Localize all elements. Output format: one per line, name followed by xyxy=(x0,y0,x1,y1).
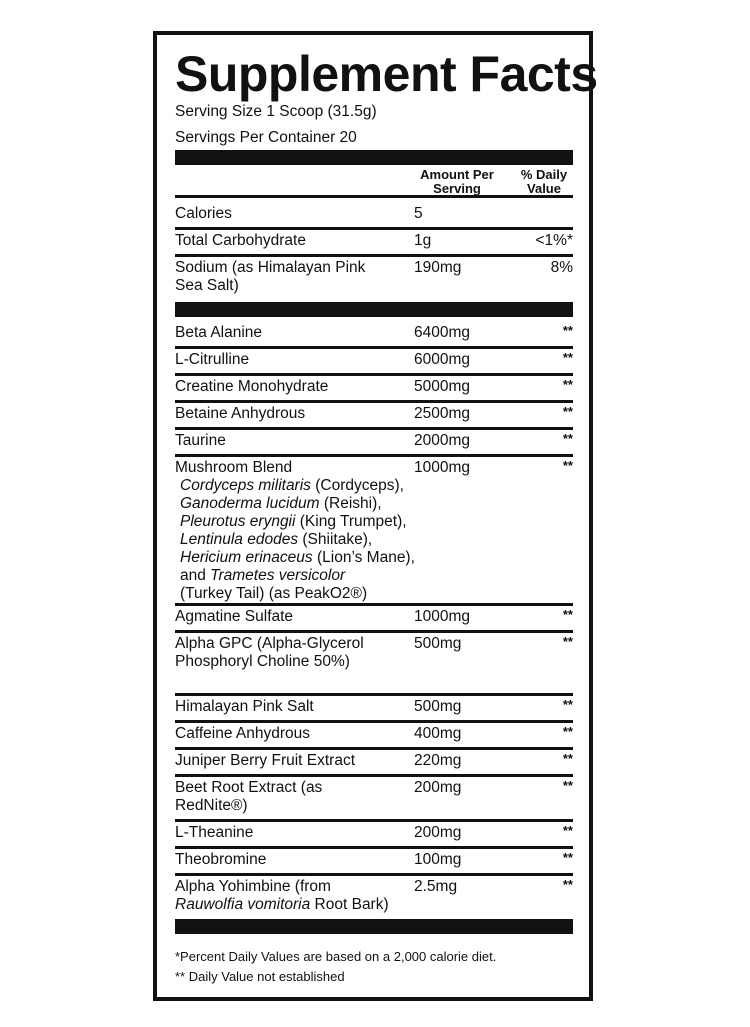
latin-name: Cordyceps militaris xyxy=(180,477,311,494)
ingredient-row xyxy=(175,849,573,876)
ingredient-name: Caffeine Anhydrous xyxy=(175,725,311,742)
ingredient-amount: 220mg xyxy=(414,752,462,769)
ingredient-row xyxy=(175,723,573,750)
ingredient-amount: 100mg xyxy=(414,851,462,868)
ingredient-amount: 6400mg xyxy=(414,324,471,341)
ingredient-dv: ** xyxy=(562,404,573,419)
nutrient-name: Calories xyxy=(175,205,232,222)
ingredient-row xyxy=(175,430,573,457)
latin-name: Hericium erinaceus xyxy=(180,549,313,566)
amount-header-line2: Serving xyxy=(433,181,481,196)
ingredient-dv: ** xyxy=(562,350,573,365)
ingredient-name: Alpha GPC (Alpha-Glycerol Phosphoryl Choline 50%) xyxy=(175,635,364,670)
ingredient-name: Theobromine xyxy=(175,851,267,868)
ingredient-name: Alpha Yohimbine (from xyxy=(175,878,331,895)
ingredient-dv: ** xyxy=(562,377,573,392)
blend-component xyxy=(175,477,475,495)
ingredient-amount: 1000mg xyxy=(414,608,471,625)
common-name: (Lion’s Mane), xyxy=(312,549,415,566)
divider-thick xyxy=(175,302,573,317)
ingredient-row xyxy=(175,876,573,920)
nutrient-amount: 5 xyxy=(414,205,423,222)
common-name: (Cordyceps), xyxy=(310,477,404,494)
common-name: (King Trumpet), xyxy=(295,513,407,530)
nutrient-amount: 1g xyxy=(414,232,432,249)
ingredient-row xyxy=(175,349,573,376)
blend-component xyxy=(175,549,475,567)
ingredient-name: Juniper Berry Fruit Extract xyxy=(175,752,356,769)
ingredient-name: L-Citrulline xyxy=(175,351,250,368)
ingredient-amount: 2000mg xyxy=(414,432,471,449)
divider-thick xyxy=(175,919,573,934)
ingredient-amount: 500mg xyxy=(414,635,462,652)
nutrient-dv: <1%* xyxy=(535,232,573,249)
blend-name-block xyxy=(175,459,475,603)
supplement-facts-panel xyxy=(153,31,598,1001)
ingredient-amount: 2500mg xyxy=(414,405,471,422)
ingredient-row xyxy=(175,750,573,777)
ingredient-row xyxy=(175,376,573,403)
ingredient-amount: 2.5mg xyxy=(414,878,458,895)
ingredient-amount: 500mg xyxy=(414,698,462,715)
ingredient-row xyxy=(175,696,573,723)
serving-size: Serving Size 1 Scoop (31.5g) xyxy=(175,103,377,120)
ingredient-name: Mushroom Blend xyxy=(175,459,293,476)
latin-name: Trametes versicolor xyxy=(210,567,346,584)
footnote-not-established: ** Daily Value not established xyxy=(175,969,345,984)
ingredient-amount: 5000mg xyxy=(414,378,471,395)
ingredient-amount: 1000mg xyxy=(414,459,471,476)
ingredient-name: Creatine Monohydrate xyxy=(175,378,329,395)
panel-title: Supplement Facts xyxy=(175,46,598,102)
blend-component xyxy=(175,513,475,531)
blend-component xyxy=(175,495,475,513)
common-name: (Shiitake), xyxy=(298,531,373,548)
ingredient-amount: 400mg xyxy=(414,725,462,742)
ingredient-dv: ** xyxy=(562,724,573,739)
nutrient-row xyxy=(175,230,573,257)
ingredient-dv: ** xyxy=(562,458,573,473)
nutrient-row xyxy=(175,203,573,230)
ingredient-dv: ** xyxy=(562,850,573,865)
blend-component xyxy=(175,567,475,585)
daily-value-header xyxy=(511,168,577,196)
ingredient-dv: ** xyxy=(562,323,573,338)
latin-name: Lentinula edodes xyxy=(180,531,299,548)
ingredient-row xyxy=(175,633,573,696)
conjunction: and xyxy=(180,567,211,584)
ingredient-name: Agmatine Sulfate xyxy=(175,608,294,625)
ingredient-dv: ** xyxy=(562,634,573,649)
ingredient-dv: ** xyxy=(562,431,573,446)
nutrient-dv: 8% xyxy=(550,259,573,276)
ingredient-name: Beta Alanine xyxy=(175,324,263,341)
ingredient-amount: 200mg xyxy=(414,824,462,841)
nutrient-row xyxy=(175,257,573,299)
ingredient-amount: 6000mg xyxy=(414,351,471,368)
ingredient-row xyxy=(175,777,573,822)
latin-name: Rauwolfia vomitoria xyxy=(175,896,311,913)
ingredient-name: L-Theanine xyxy=(175,824,254,841)
ingredient-name-block xyxy=(175,878,415,914)
ingredient-dv: ** xyxy=(562,607,573,622)
dv-header-line2: Value xyxy=(527,181,561,196)
ingredient-name: Taurine xyxy=(175,432,226,449)
ingredient-row-blend xyxy=(175,457,573,606)
ingredient-dv: ** xyxy=(562,751,573,766)
blend-component xyxy=(175,531,475,549)
amount-per-serving-header xyxy=(407,168,507,196)
header-rule xyxy=(175,195,573,198)
ingredient-row xyxy=(175,822,573,849)
nutrient-name: Total Carbohydrate xyxy=(175,232,306,249)
ingredient-row xyxy=(175,403,573,430)
blend-component: (Turkey Tail) (as PeakO2®) xyxy=(180,585,368,602)
footnote-daily-value: *Percent Daily Values are based on a 2,000 calorie diet. xyxy=(175,949,497,964)
dv-header-line1: % Daily xyxy=(520,167,568,182)
ingredient-dv: ** xyxy=(562,823,573,838)
divider-thick xyxy=(175,150,573,165)
ingredient-dv: ** xyxy=(562,697,573,712)
nutrient-name: Sodium (as Himalayan Pink Sea Salt) xyxy=(175,259,366,294)
ingredient-row xyxy=(175,322,573,349)
amount-header-line1: Amount Per xyxy=(420,167,494,182)
latin-name: Pleurotus eryngii xyxy=(180,513,296,530)
servings-per-container: Servings Per Container 20 xyxy=(175,129,357,146)
common-name: (Reishi), xyxy=(319,495,382,512)
ingredient-name: Himalayan Pink Salt xyxy=(175,698,314,715)
nutrient-amount: 190mg xyxy=(414,259,462,276)
ingredient-name: Beet Root Extract (as RedNite®) xyxy=(175,779,323,814)
ingredient-dv: ** xyxy=(562,877,573,892)
latin-name: Ganoderma lucidum xyxy=(180,495,320,512)
ingredient-row xyxy=(175,606,573,633)
ingredient-name: Betaine Anhydrous xyxy=(175,405,306,422)
ingredient-dv: ** xyxy=(562,778,573,793)
ingredient-amount: 200mg xyxy=(414,779,462,796)
name-suffix: Root Bark) xyxy=(310,896,389,913)
